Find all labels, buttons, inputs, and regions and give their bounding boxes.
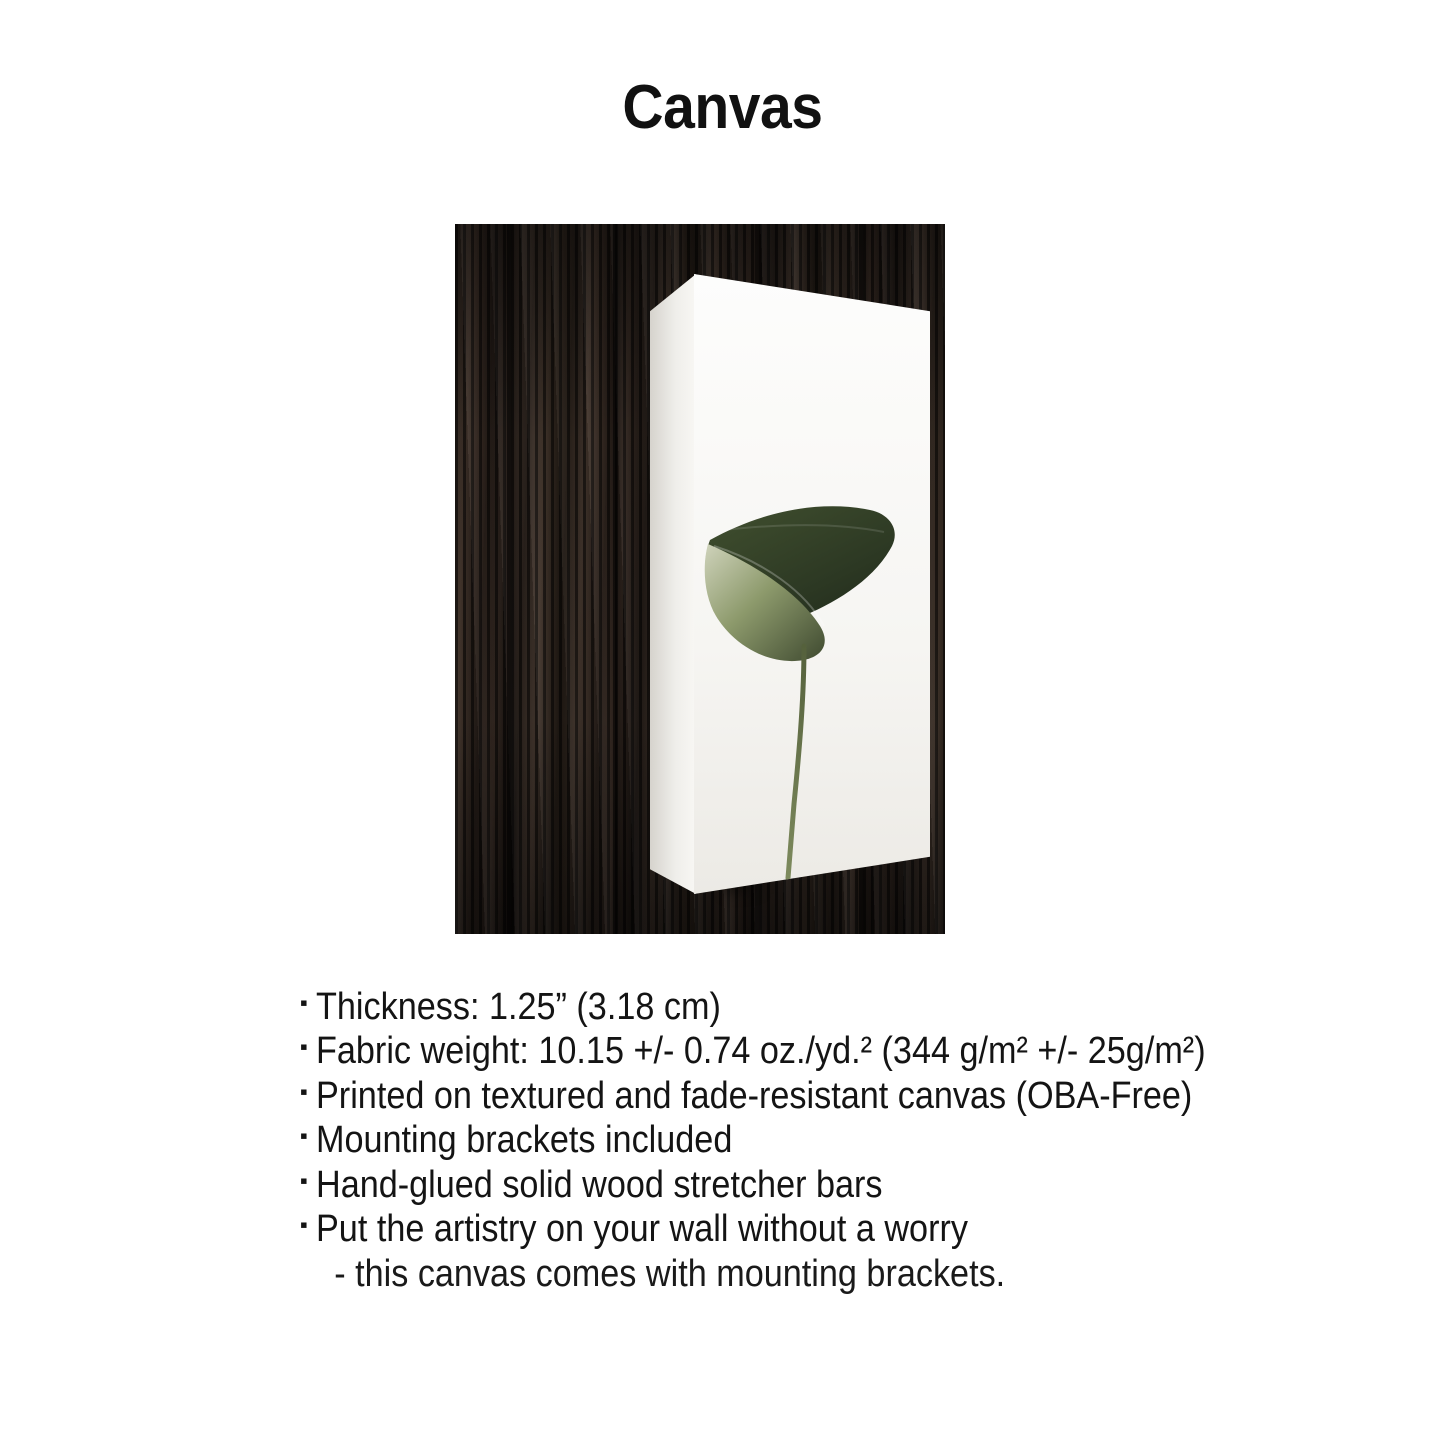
bullet-icon: ▪ (300, 1078, 308, 1104)
list-item (300, 1074, 1400, 1118)
bullet-icon: ▪ (300, 990, 308, 1015)
list-item (300, 1029, 1400, 1073)
bullet-icon: ▪ (300, 1034, 308, 1060)
canvas-object (650, 274, 930, 894)
spec-thickness: Thickness: 1.25” (3.18 cm) (316, 986, 721, 1028)
bullet-icon: ▪ (300, 1167, 308, 1193)
list-item (300, 1207, 1400, 1251)
wood-plank-seam (507, 224, 511, 934)
spec-mounting-brackets: Mounting brackets included (316, 1119, 733, 1162)
spec-list (300, 985, 1400, 1296)
spec-print-quality: Printed on textured and fade-resistant canvas (OBA-Free) (316, 1074, 1193, 1117)
list-item (300, 1118, 1400, 1162)
spec-stretcher-bars: Hand-glued solid wood stretcher bars (316, 1163, 883, 1206)
canvas-side-edge (650, 274, 696, 894)
canvas-front-face (694, 274, 930, 894)
spec-fabric-weight: Fabric weight: 10.15 +/- 0.74 oz./yd.² (344 g/m² +/- 25g/m²) (316, 1030, 1206, 1073)
canvas-product-photo (455, 224, 945, 934)
list-item (300, 985, 1400, 1029)
spec-artistry-message: Put the artistry on your wall without a worry (316, 1208, 968, 1251)
page-title: Canvas (622, 73, 823, 142)
wood-plank-seam (613, 224, 617, 934)
list-item (300, 1163, 1400, 1207)
leaf-artwork-icon (694, 274, 930, 894)
bullet-icon: ▪ (300, 1123, 308, 1149)
bullet-icon: ▪ (300, 1212, 308, 1238)
spec-artistry-message-continuation: - this canvas comes with mounting brackets. (334, 1252, 1006, 1295)
